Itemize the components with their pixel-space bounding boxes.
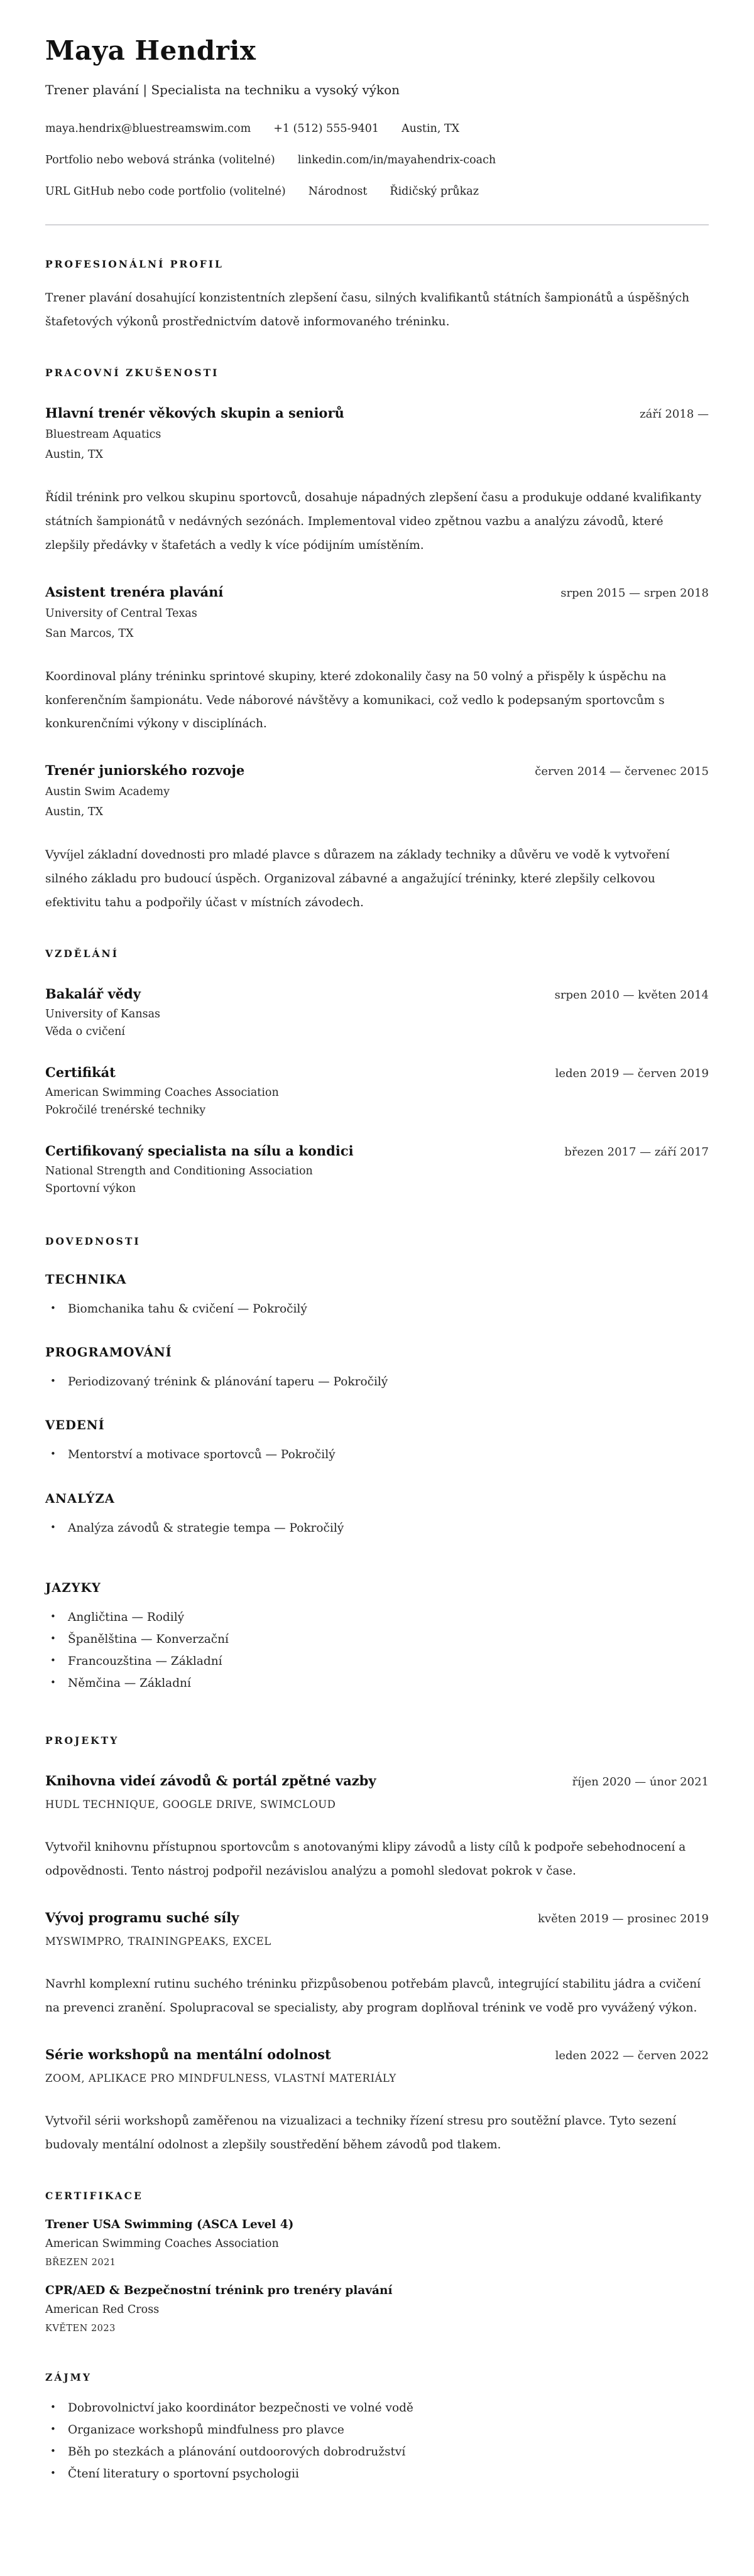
person-name: Maya Hendrix: [45, 35, 256, 66]
contact-row-3: [45, 185, 709, 198]
skill-category: VEDENÍ: [45, 1418, 105, 1433]
degree-title: Certifikovaný specialista na sílu a kondici: [45, 1143, 354, 1159]
skill-list: [45, 1517, 709, 1539]
certification-title: Trener USA Swimming (ASCA Level 4): [45, 2217, 294, 2231]
education-entry: [45, 1064, 709, 1117]
interest-item: • Běh po stezkách a plánování outdoorových dobrodružství: [45, 2441, 709, 2463]
github-placeholder-text: URL GitHub nebo code portfolio (volitelné): [45, 185, 286, 198]
education-field: Věda o cvičení: [45, 1026, 125, 1039]
language-item: • Němčina — Základní: [45, 1672, 709, 1694]
job-location: Austin, TX: [45, 448, 104, 461]
section-certifications: [45, 2190, 709, 2334]
location-text: Austin, TX: [402, 122, 460, 135]
project-dates: květen 2019 — prosinec 2019: [538, 1912, 709, 1926]
job-entry-head: [45, 584, 709, 600]
job-entry-head: [45, 762, 709, 778]
job-company: Bluestream Aquatics: [45, 428, 161, 441]
skill-item: • Mentorství a motivace sportovců — Pokročilý: [45, 1444, 709, 1466]
job-description: Koordinoval plány tréninku sprintové skupiny, které zdokonalily časy na 50 volný a přispěly k úspěchu na konferenčním šampionátu. Vede náborové návštěvy a komunikaci, což vedlo k podepsaným sportovcům s konkurenčními výkony v disciplínách.: [45, 669, 667, 731]
project-description: Navrhl komplexní rutinu suchého tréninku přizpůsobenou potřebám plavců, integrující stabilitu jádra a cvičení na prevenci zranění. Spolupracoval se specialisty, aby program doplňoval trénink ve vodě pro vyvážený výkon.: [45, 1978, 701, 2015]
education-entry-head: [45, 986, 709, 1002]
project-entry-head: [45, 1773, 709, 1789]
job-title: Asistent trenéra plavání: [45, 583, 224, 600]
section-profile: [45, 258, 709, 334]
language-item: • Francouzština — Základní: [45, 1650, 709, 1672]
section-projects: [45, 1734, 709, 2157]
section-title-certifications: CERTIFIKACE: [45, 2189, 143, 2202]
job-location: San Marcos, TX: [45, 627, 134, 640]
header-divider: [45, 224, 709, 225]
certification-org: American Swimming Coaches Association: [45, 2237, 279, 2250]
project-title: Série workshopů na mentální odolnost: [45, 2046, 331, 2062]
skill-item: • Biomchanika tahu & cvičení — Pokročilý: [45, 1298, 709, 1320]
education-entry: [45, 1143, 709, 1195]
project-entry: [45, 2047, 709, 2157]
education-dates: srpen 2010 — květen 2014: [554, 988, 709, 1002]
education-field: Sportovní výkon: [45, 1182, 136, 1196]
profile-summary: Trener plavání dosahující konzistentních zlepšení času, silných kvalifikantů státních šampionátů a úspěšných štafetových výkonů prostřednictvím datově informovaného tréninku.: [45, 291, 690, 328]
project-title: Knihovna videí závodů & portál zpětné vazby: [45, 1773, 376, 1789]
section-skills: [45, 1235, 709, 1694]
job-location: Austin, TX: [45, 806, 104, 819]
job-title: Trenér juniorského rozvoje: [45, 762, 245, 779]
section-experience: [45, 367, 709, 915]
project-entry: [45, 1773, 709, 1883]
section-title-interests: ZÁJMY: [45, 2371, 92, 2383]
certification-entry: [45, 2218, 709, 2268]
drivers-license-text: Řidičský průkaz: [390, 185, 479, 198]
interest-item: • Čtení literatury o sportovní psychologii: [45, 2463, 709, 2485]
job-company: University of Central Texas: [45, 607, 197, 620]
section-title-education: VZDĚLÁNÍ: [45, 948, 119, 960]
nationality-text: Národnost: [308, 185, 368, 198]
job-entry: [45, 584, 709, 737]
certification-entry: [45, 2284, 709, 2334]
job-company: Austin Swim Academy: [45, 786, 170, 799]
section-title-experience: PRACOVNÍ ZKUŠENOSTI: [45, 366, 219, 379]
interest-list: [45, 2397, 709, 2486]
education-field: Pokročilé trenérské techniky: [45, 1104, 206, 1117]
phone-text: +1 (512) 555-9401: [273, 122, 380, 135]
project-entry-head: [45, 1910, 709, 1925]
resume-header: [45, 35, 709, 225]
project-tools: MYSWIMPRO, TRAININGPEAKS, EXCEL: [45, 1935, 271, 1948]
job-entry: [45, 762, 709, 915]
certification-org: American Red Cross: [45, 2303, 160, 2316]
section-title-profile: PROFESIONÁLNÍ PROFIL: [45, 258, 224, 270]
job-entry: [45, 405, 709, 558]
section-title-skills: DOVEDNOSTI: [45, 1235, 141, 1248]
language-item: • Španělština — Konverzační: [45, 1628, 709, 1650]
skill-category: PROGRAMOVÁNÍ: [45, 1345, 172, 1360]
education-org: American Swimming Coaches Association: [45, 1086, 279, 1100]
project-description: Vytvořil sérii workshopů zaměřenou na vizualizaci a techniky řízení stresu pro soutěžní plavce. Tyto sezení budovaly mentální odolnost a zlepšily soustředění během závodů pod tlakem.: [45, 2114, 677, 2151]
skill-list: [45, 1444, 709, 1466]
education-dates: leden 2019 — červen 2019: [555, 1067, 709, 1081]
language-list: [45, 1606, 709, 1695]
certification-date: KVĚTEN 2023: [45, 2323, 116, 2334]
section-interests: [45, 2371, 709, 2486]
skill-item: • Analýza závodů & strategie tempa — Pokročilý: [45, 1517, 709, 1539]
project-tools: HUDL TECHNIQUE, GOOGLE DRIVE, SWIMCLOUD: [45, 1799, 336, 1811]
skill-list: [45, 1298, 709, 1320]
education-org: National Strength and Conditioning Association: [45, 1165, 313, 1178]
job-title: Hlavní trenér věkových skupin a seniorů: [45, 404, 344, 421]
job-dates: září 2018 —: [640, 407, 709, 421]
contact-row-1: [45, 122, 709, 135]
project-dates: leden 2022 — červen 2022: [555, 2048, 709, 2062]
certification-title: CPR/AED & Bezpečnostní trénink pro trenéry plavání: [45, 2283, 393, 2297]
education-org: University of Kansas: [45, 1008, 161, 1021]
section-education: [45, 948, 709, 1195]
contact-row-2: [45, 154, 709, 166]
education-entry-head: [45, 1064, 709, 1080]
interest-item: • Dobrovolnictví jako koordinátor bezpečnosti ve volné vodě: [45, 2397, 709, 2419]
project-description: Vytvořil knihovnu přístupnou sportovcům s anotovanými klipy závodů a listy cílů k podpoře sebehodnocení a odpovědnosti. Tento nástroj podpořil nezávislou analýzu a pomohl sledovat pokrok v čase.: [45, 1841, 686, 1878]
section-title-projects: PROJEKTY: [45, 1734, 119, 1747]
interest-item: • Organizace workshopů mindfulness pro plavce: [45, 2419, 709, 2441]
linkedin-text: linkedin.com/in/mayahendrix-coach: [297, 154, 496, 166]
skill-category: ANALÝZA: [45, 1491, 115, 1506]
skill-category: TECHNIKA: [45, 1272, 127, 1287]
education-entry-head: [45, 1143, 709, 1159]
certification-date: BŘEZEN 2021: [45, 2257, 116, 2268]
language-item: • Angličtina — Rodilý: [45, 1606, 709, 1628]
job-description: Vyvíjel základní dovednosti pro mladé plavce s důrazem na základy techniky a důvěru ve vodě k vytvoření silného základu pro budoucí úspěch. Organizoval zábavné a angažující tréninky, které zlepšily celkovou efektivitu tahu a podpořily účast v místních závodech.: [45, 848, 670, 910]
project-title: Vývoj programu suché síly: [45, 1910, 239, 1926]
job-dates: červen 2014 — červenec 2015: [535, 765, 709, 779]
headline: Trener plavání | Specialista na techniku a vysoký výkon: [45, 82, 400, 97]
project-tools: ZOOM, APLIKACE PRO MINDFULNESS, VLASTNÍ MATERIÁLY: [45, 2072, 396, 2084]
education-dates: březen 2017 — září 2017: [564, 1145, 709, 1159]
degree-title: Certifikát: [45, 1064, 116, 1081]
skill-category-languages: JAZYKY: [45, 1580, 101, 1595]
education-entry: [45, 986, 709, 1038]
project-entry: [45, 1910, 709, 2020]
degree-title: Bakalář vědy: [45, 986, 141, 1002]
skill-list: [45, 1371, 709, 1393]
email-text: maya.hendrix@bluestreamswim.com: [45, 122, 251, 135]
portfolio-placeholder-text: Portfolio nebo webová stránka (volitelné): [45, 154, 275, 166]
job-description: Řídil trénink pro velkou skupinu sportovců, dosahuje nápadných zlepšení času a produkuje oddané kvalifikanty státních šampionátů v nedávných sezónách. Implementoval video zpětnou vazbu a analýzu závodů, které zlepšily předávky v štafetách a vedly k více pódijním umístěním.: [45, 490, 702, 552]
project-entry-head: [45, 2047, 709, 2062]
job-dates: srpen 2015 — srpen 2018: [560, 586, 709, 600]
skill-item: • Periodizovaný trénink & plánování taperu — Pokročilý: [45, 1371, 709, 1393]
project-dates: říjen 2020 — únor 2021: [572, 1775, 709, 1789]
job-entry-head: [45, 405, 709, 421]
